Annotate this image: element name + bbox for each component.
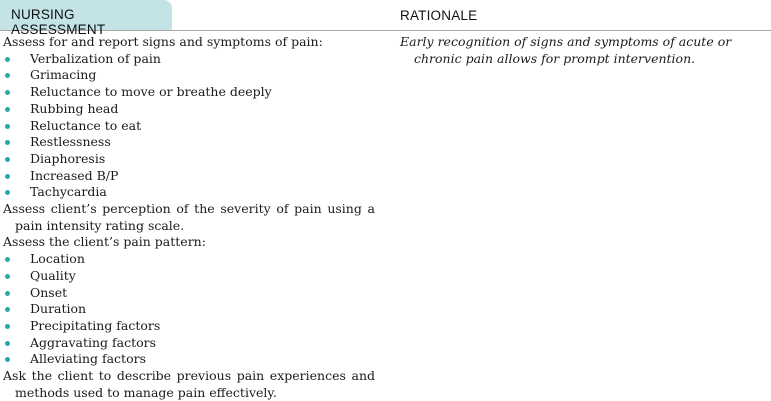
list-item (3, 251, 375, 268)
bullet-icon (5, 107, 10, 112)
signs-list (3, 51, 375, 201)
list-item-label: Precipitating factors (30, 317, 161, 333)
bullet-icon (5, 174, 10, 179)
list-item (3, 118, 375, 135)
nursing-assessment-header: NURSING ASSESSMENT (0, 0, 172, 30)
list-item-label: Grimacing (30, 67, 97, 83)
list-item (3, 184, 375, 201)
bullet-icon (5, 57, 10, 62)
list-item-label: Reluctance to eat (30, 117, 142, 133)
list-item-label: Verbalization of pain (30, 50, 161, 66)
table-header (0, 0, 771, 37)
list-item (3, 168, 375, 185)
list-item (3, 318, 375, 335)
bullet-icon (5, 274, 10, 279)
pattern-list (3, 251, 375, 368)
bullet-icon (5, 324, 10, 329)
list-item-label: Location (30, 251, 85, 267)
list-item-label: Duration (30, 301, 87, 317)
bullet-icon (5, 190, 10, 195)
list-item (3, 151, 375, 168)
list-item (3, 84, 375, 101)
rationale-header: RATIONALE (400, 8, 478, 23)
list-item-label: Diaphoresis (30, 150, 106, 166)
list-item-label: Aggravating factors (30, 334, 157, 350)
bullet-icon (5, 307, 10, 312)
bullet-icon (5, 124, 10, 129)
pattern-intro: Assess the client’s pain pattern: (3, 234, 206, 250)
list-item (3, 301, 375, 318)
list-item-label: Quality (30, 267, 76, 283)
list-item (3, 268, 375, 285)
previous-experience-paragraph: Ask the client to describe previous pain experiences and methods used to manage pain effectively. (3, 368, 375, 400)
bullet-icon (5, 357, 10, 362)
list-item-label: Tachycardia (30, 184, 107, 200)
list-item (3, 101, 375, 118)
list-item (3, 285, 375, 302)
bullet-icon (5, 140, 10, 145)
list-item-label: Rubbing head (30, 100, 119, 116)
list-item-label: Restlessness (30, 134, 111, 150)
list-item-label: Onset (30, 284, 68, 300)
list-item-label: Increased B/P (30, 167, 119, 183)
list-item (3, 351, 375, 368)
assessment-column (3, 34, 375, 401)
bullet-icon (5, 90, 10, 95)
list-item (3, 51, 375, 68)
list-item-label: Reluctance to move or breathe deeply (30, 84, 272, 100)
rationale-text: Early recognition of signs and symptoms of acute or chronic pain allows for prompt intervention. (400, 34, 732, 66)
rationale-column (400, 34, 771, 67)
bullet-icon (5, 157, 10, 162)
list-item (3, 134, 375, 151)
list-item (3, 67, 375, 84)
list-item (3, 335, 375, 352)
bullet-icon (5, 73, 10, 78)
list-item-label: Alleviating factors (30, 351, 146, 367)
bullet-icon (5, 257, 10, 262)
bullet-icon (5, 341, 10, 346)
signs-intro: Assess for and report signs and symptoms of pain: (3, 34, 323, 49)
bullet-icon (5, 291, 10, 296)
severity-paragraph: Assess client’s perception of the severity of pain using a pain intensity rating scale. (3, 201, 375, 233)
